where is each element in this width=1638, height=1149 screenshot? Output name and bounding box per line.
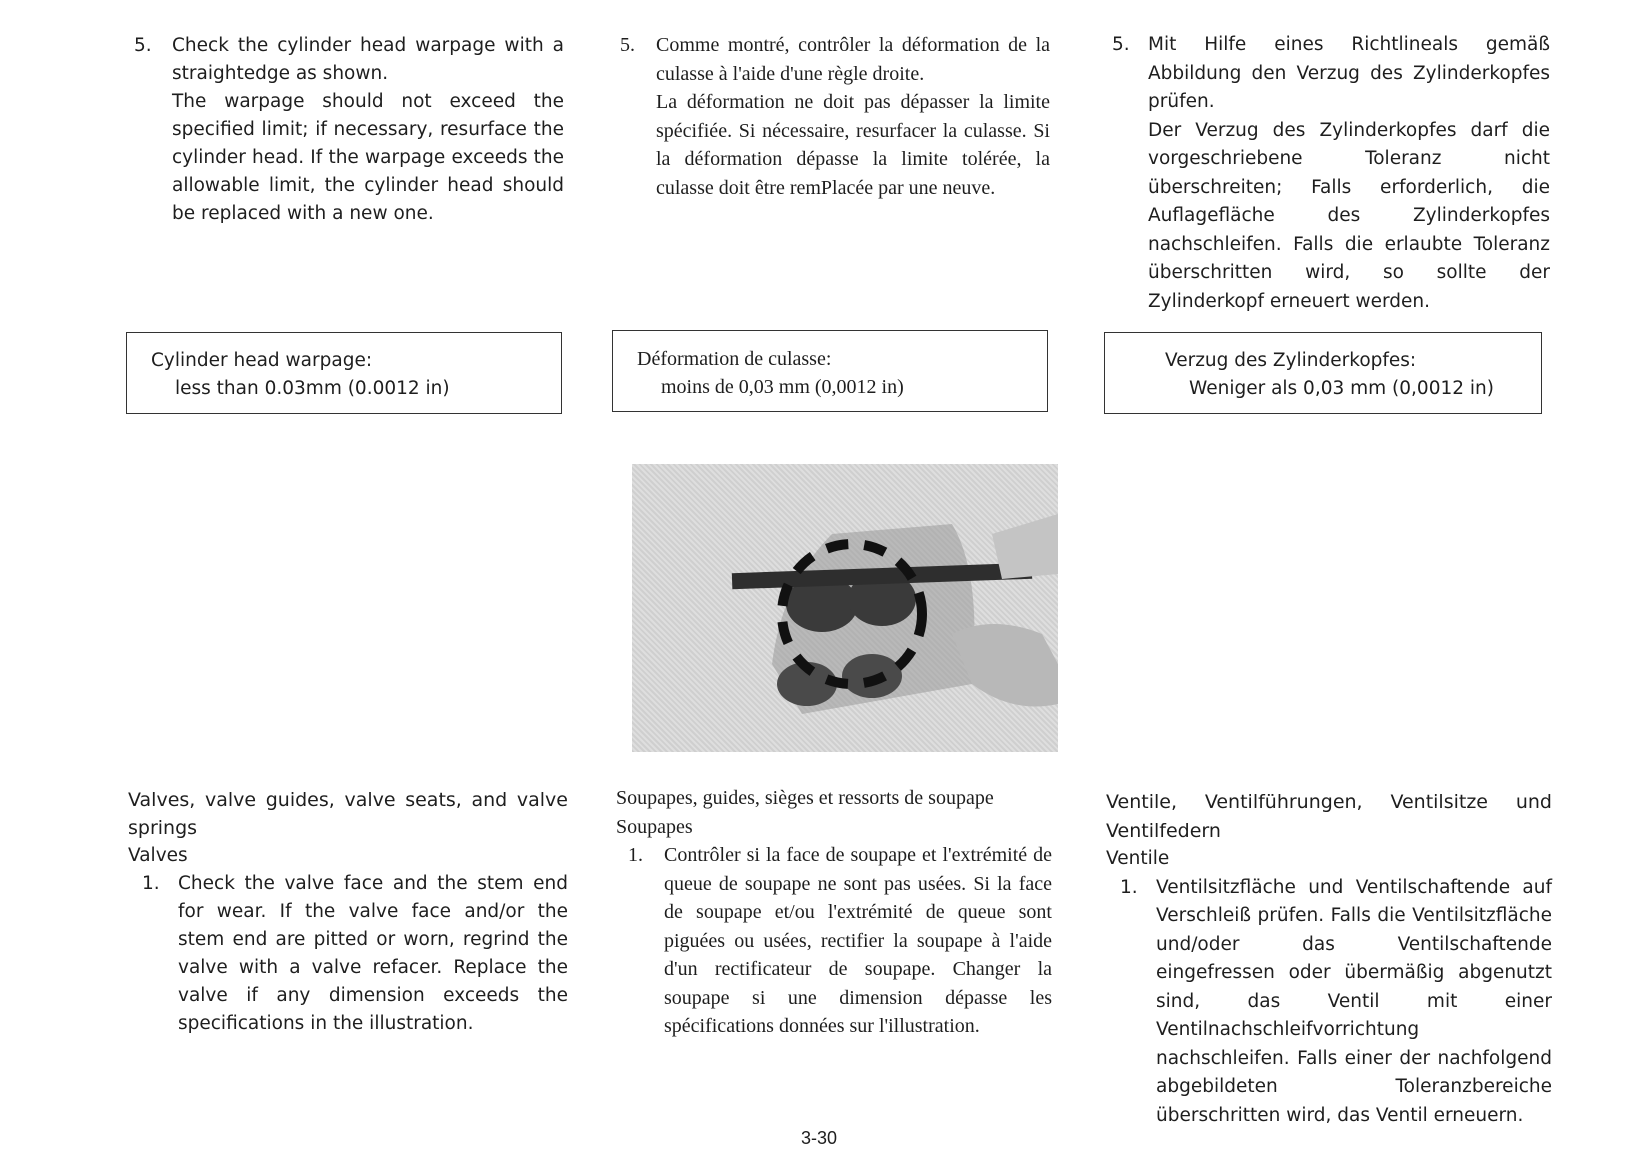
fr-subsection-title: Soupapes: [616, 815, 693, 838]
french-column: [620, 31, 1050, 202]
en-step-5-text: Check the cylinder head warpage with a straightedge as shown.: [172, 35, 564, 84]
en-subsection-title: Valves: [128, 845, 188, 866]
de-step-5: [1112, 31, 1550, 316]
fr-step-1-number: 1.: [628, 844, 643, 866]
de-section-title: Ventile, Ventilführungen, Ventilsitze und Ventilfedern: [1106, 791, 1552, 842]
fr-step-5-text: Comme montré, contrôler la déformation de la culasse à l'aide d'une règle droite.: [656, 34, 1050, 85]
en-spec-box: [126, 332, 562, 414]
de-valves-section: [1106, 788, 1552, 1130]
en-step-5: [134, 32, 564, 228]
en-section-title: Valves, valve guides, valve seats, and valve springs: [128, 789, 568, 839]
de-step-5-number: 5.: [1112, 34, 1130, 55]
en-spec-label: Cylinder head warpage:: [151, 350, 373, 371]
de-step-1-number: 1.: [1120, 876, 1138, 898]
page-number: 3-30: [800, 1128, 838, 1148]
en-step-5-detail: The warpage should not exceed the specified limit; if necessary, resurface the cylinder head. If the warpage exceeds the allowable limit, the cylinder head should be replaced with a new one.: [172, 91, 564, 224]
de-step-1-text: Ventilsitzfläche und Ventilschaftende auf Verschleiß prüfen. Falls die Ventilsitzfläche und/oder das Ventilschaftende eingefressen oder übermäßig abgenutzt sind, das Ventil mit einer Ventilnachschleifvorrichtung nachschleifen. Falls einer der nachfolgend abgebildeten Toleranzbereiche überschritten wird, das Ventil erneuern.: [1156, 876, 1552, 1126]
fr-spec-box: [612, 330, 1048, 412]
de-spec-box: [1104, 332, 1542, 414]
en-step-5-number: 5.: [134, 35, 152, 56]
fr-step-1: [628, 841, 1052, 1041]
de-spec-value: Weniger als 0,03 mm (0,0012 in): [1189, 378, 1494, 399]
cylinder-head-illustration: [632, 464, 1058, 752]
en-spec-value: less than 0.03mm (0.0012 in): [175, 378, 450, 399]
fr-spec-label: Déformation de culasse:: [637, 348, 832, 370]
cylinder-head-straightedge-photo: [632, 464, 1058, 752]
en-step-1-number: 1.: [142, 873, 160, 894]
fr-step-1-text: Contrôler si la face de soupape et l'extrémité de queue de soupape ne sont pas usées. Si la face de soupape et/ou l'extrémité de queue sont piguées ou usées, rectifier la soupape à l'aide d'un rectificateur de soupape. Changer la soupape si une dimension dépasse les spécifications données sur l'illustration.: [664, 844, 1052, 1037]
de-subsection-title: Ventile: [1106, 848, 1170, 869]
en-valves-section: [128, 786, 568, 1038]
en-step-1: [142, 870, 568, 1038]
fr-section-title: Soupapes, guides, sièges et ressorts de soupape: [616, 787, 994, 809]
fr-valves-section: [616, 784, 1052, 1041]
en-step-1-text: Check the valve face and the stem end for wear. If the valve face and/or the stem end are pitted or worn, regrind the valve with a valve refacer. Replace the valve if any dimension exceeds the specifications in the illustration.: [178, 873, 568, 1034]
de-step-1: [1120, 874, 1552, 1131]
fr-spec-value: moins de 0,03 mm (0,0012 in): [661, 376, 904, 398]
fr-step-5: [620, 31, 1050, 202]
german-column: [1112, 31, 1550, 316]
fr-step-5-number: 5.: [620, 34, 635, 56]
de-step-5-detail: Der Verzug des Zylinderkopfes darf die vorgeschriebene Toleranz nicht überschreiten; Falls erforderlich, die Auflagefläche des Zylinderkopfes nachschleifen. Falls die erlaubte Toleranz überschritten wird, so sollte der Zylinderkopf erneuert werden.: [1148, 119, 1550, 312]
de-spec-label: Verzug des Zylinderkopfes:: [1165, 350, 1417, 371]
fr-step-5-detail: La déformation ne doit pas dépasser la limite spécifiée. Si nécessaire, resurfacer la culasse. Si la déformation dépasse la limite tolérée, la culasse doit être remPlacée par une neuve.: [656, 91, 1050, 199]
de-step-5-text: Mit Hilfe eines Richtlineals gemäß Abbildung den Verzug des Zylinderkopfes prüfen.: [1148, 34, 1550, 112]
english-column: [134, 32, 564, 228]
